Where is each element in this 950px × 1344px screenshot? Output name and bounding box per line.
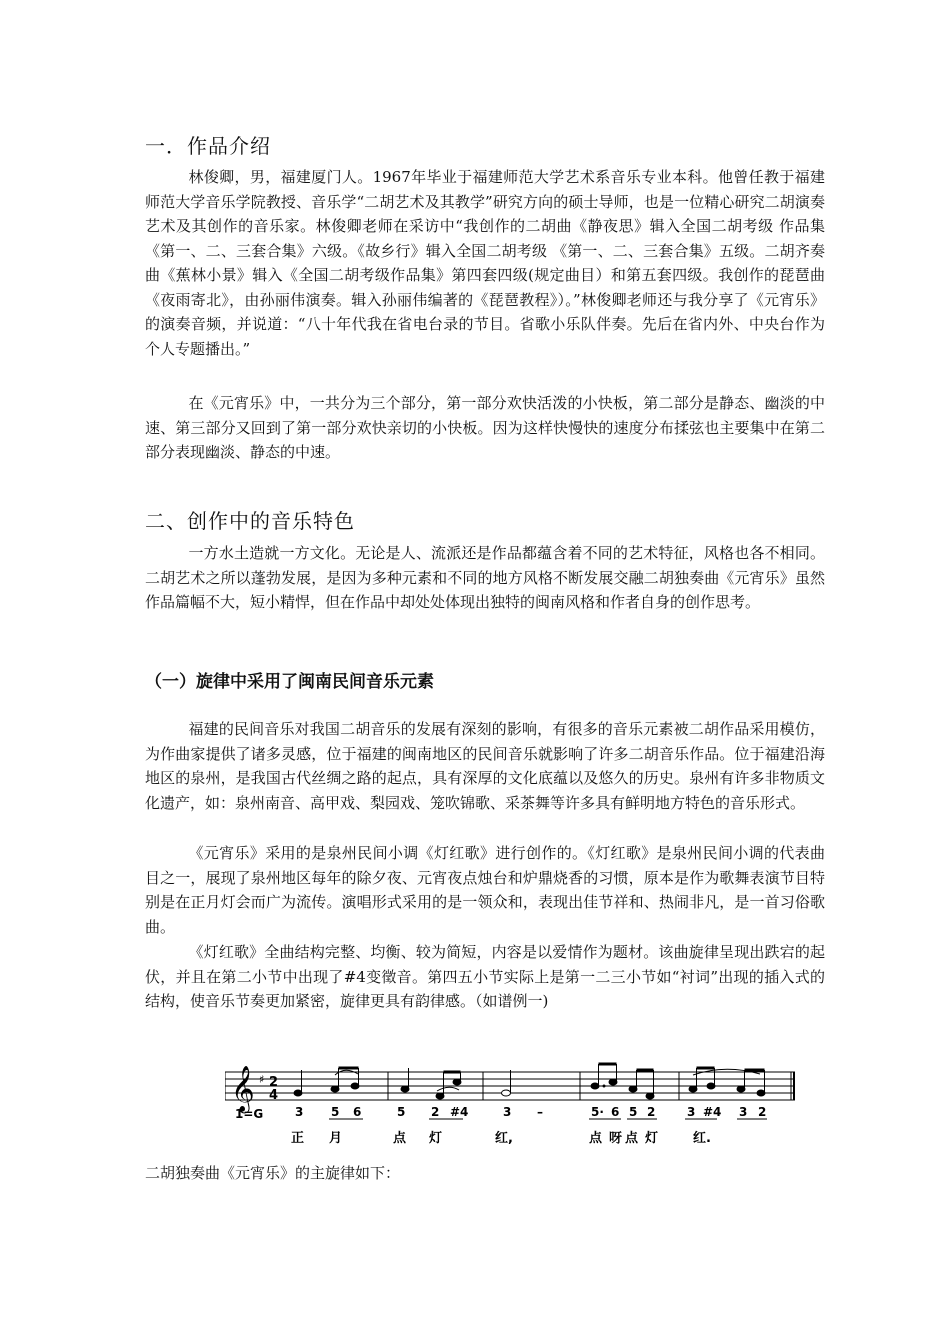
jianpu-note: – [537, 1105, 543, 1119]
jianpu-note: 3 [503, 1105, 512, 1119]
section-1-paragraph-1: 林俊卿，男，福建厦门人。1967年毕业于福建师范大学艺术系音乐专业本科。他曾任教于福建师范大学音乐学院教授、音乐学“二胡艺术及其教学”研究方向的硕士导师，也是一位精心研究二胡演奏艺术及其创作的音乐家。林俊卿老师在采访中“我创作的二胡曲《静夜思》辑入全国二胡考级 作品集《第一、二、三套合集》六级。《故乡行》辑入全国二胡考级 《第一、二、三套合集》五级。二胡齐奏曲《蕉林小景》辑入《全国二胡考级作品集》第四套四级(规定曲目）和第五套四级。我创作的琵琶曲《夜雨寄北》，由孙丽伟演奏。辑入孙丽伟编著的《琵琶教程》）。”林俊卿老师还与我分享了《元宵乐》的演奏音频，并说道：“八十年代我在省电台录的节目。省歌小乐队伴奏。先后在省内外、中央台作为个人专题播出。” [145, 168, 825, 358]
lyric-char: 点 [625, 1131, 639, 1146]
notes [294, 1064, 765, 1099]
lyrics-row [291, 1130, 711, 1146]
jianpu-note: 5 [629, 1105, 638, 1119]
lyric-char: 呀 [609, 1131, 623, 1146]
sharp-icon: ♯ [259, 1073, 265, 1086]
jianpu-note: #4 [450, 1105, 469, 1119]
lyric-char: 点 [393, 1131, 407, 1146]
time-signature-top: 2 [269, 1075, 279, 1090]
jianpu-note: 3 [295, 1105, 304, 1119]
treble-clef-icon: 𝄞 [231, 1066, 255, 1112]
jianpu-note: 2 [758, 1105, 767, 1119]
score-caption: 二胡独奏曲《元宵乐》的主旋律如下： [145, 1164, 401, 1182]
jianpu-note: 3 [739, 1105, 748, 1119]
section-2-paragraph-1: 一方水土造就一方文化。无论是人、流派还是作品都蕴含着不同的艺术特征，风格也各不相同。二胡艺术之所以蓬勃发展，是因为多种元素和不同的地方风格不断发展交融二胡独奏曲《元宵乐》虽然作品篇幅不大，短小精悍，但在作品中却处处体现出独特的闽南风格和作者自身的创作思考。 [145, 544, 825, 611]
jianpu-note: 5 [331, 1105, 340, 1119]
lyric-char: 红, [495, 1131, 513, 1146]
section-1-paragraph-2: 在《元宵乐》中，一共分为三个部分，第一部分欢快活泼的小快板，第二部分是静态、幽淡的中速、第三部分又回到了第一部分欢快亲切的小快板。因为这样快慢快的速度分布揉弦也主要集中在第二部分表现幽淡、静态的中速。 [145, 394, 825, 461]
jianpu-note: 5· [591, 1105, 604, 1119]
subsection-1-paragraph-2: 《元宵乐》采用的是泉州民间小调《灯红歌》进行创作的。《灯红歌》是泉州民间小调的代表曲目之一，展现了泉州地区每年的除夕夜、元宵夜点烛台和炉鼎烧香的习惯，原本是作为歌舞表演节目特别是在正月灯会而广为流传。演唱形式采用的是一领众和，表现出佳节祥和、热闹非凡，是一首习俗歌曲。 [145, 844, 825, 936]
lyric-char: 灯 [645, 1131, 659, 1146]
subsection-1-heading: （一）旋律中采用了闽南民间音乐元素 [145, 672, 434, 692]
jianpu-note: 3 [687, 1105, 696, 1119]
section-1-heading: 一．作品介绍 [145, 134, 271, 158]
jianpu-row [295, 1105, 766, 1119]
section-2-heading: 二、创作中的音乐特色 [145, 509, 355, 533]
lyric-char: 正 [291, 1131, 305, 1146]
jianpu-note: 6 [353, 1105, 362, 1119]
key-signature-label: 1=G [235, 1107, 264, 1121]
jianpu-note: 2 [647, 1105, 656, 1119]
lyric-char: 灯 [429, 1131, 443, 1146]
jianpu-note: 2 [431, 1105, 440, 1119]
jianpu-note: 5 [397, 1105, 406, 1119]
subsection-1-paragraph-1: 福建的民间音乐对我国二胡音乐的发展有深刻的影响，有很多的音乐元素被二胡作品采用模仿，为作曲家提供了诸多灵感，位于福建的闽南地区的民间音乐就影响了许多二胡音乐作品。位于福建沿海地区的泉州，是我国古代丝绸之路的起点，具有深厚的文化底蕴以及悠久的历史。泉州有许多非物质文化遗产，如：泉州南音、高甲戏、梨园戏、笼吹锦歌、采茶舞等许多具有鲜明地方特色的音乐形式。 [145, 720, 825, 812]
lyric-char: 红. [693, 1131, 711, 1146]
jianpu-note: 6 [611, 1105, 620, 1119]
music-score-example [225, 1062, 795, 1154]
lyric-char: 点 [589, 1131, 603, 1146]
subsection-1-paragraph-3: 《灯红歌》全曲结构完整、均衡、较为简短，内容是以爱情作为题材。该曲旋律呈现出跌宕的起伏，并且在第二小节中出现了#4变徵音。第四五小节实际上是第一二三小节如“衬词”出现的插入式的结构，使音乐节奏更加紧密，旋律更具有韵律感。（如谱例一) [145, 943, 825, 1010]
jianpu-note: #4 [703, 1105, 722, 1119]
lyric-char: 月 [329, 1131, 343, 1146]
time-signature-bottom: 4 [269, 1088, 279, 1103]
